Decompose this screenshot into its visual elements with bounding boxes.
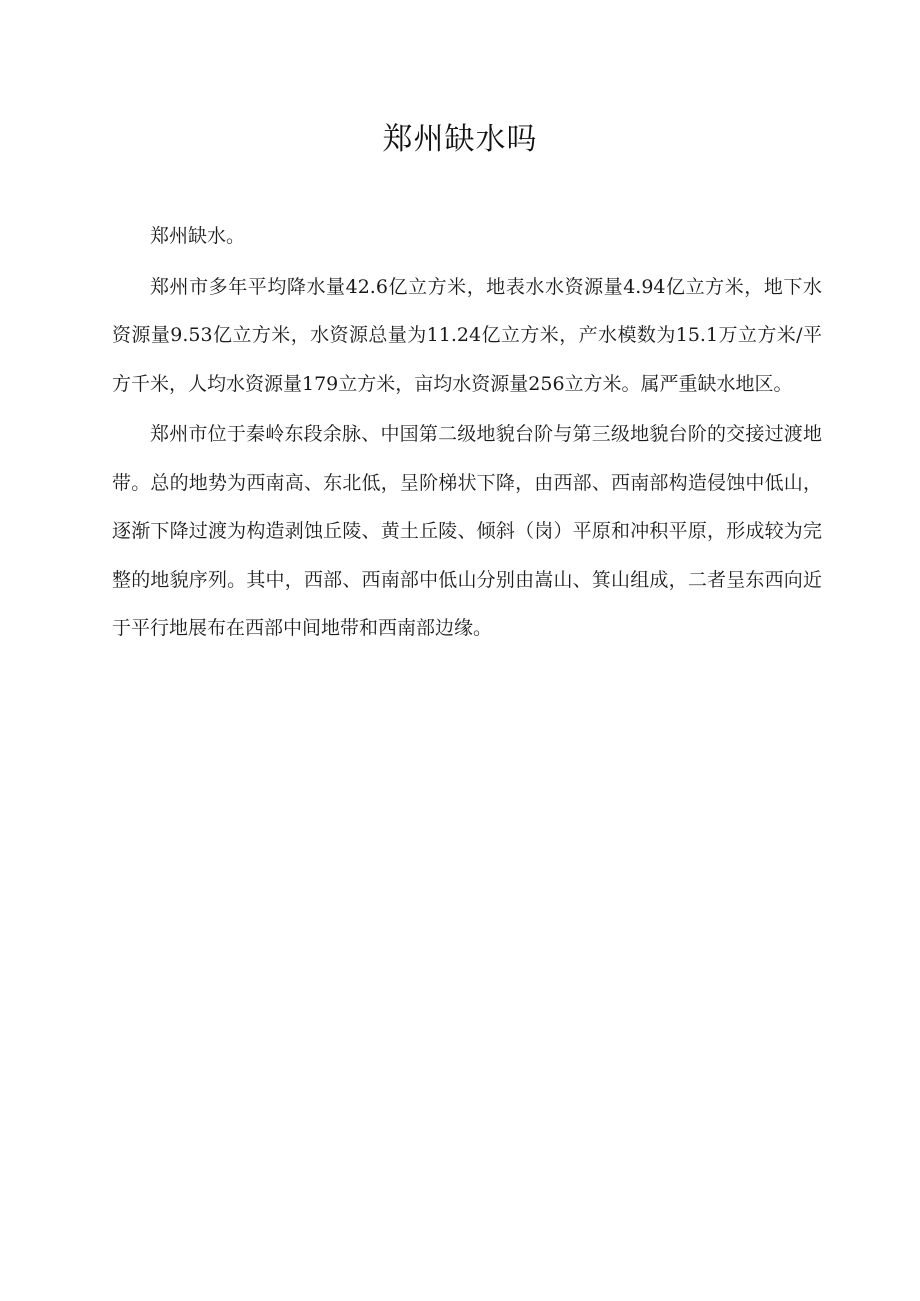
paragraph-terrain: 郑州市位于秦岭东段余脉、中国第二级地貌台阶与第三级地貌台阶的交接过渡地带。总的地势为西南高、东北低，呈阶梯状下降，由西部、西南部构造侵蚀中低山，逐渐下降过渡为构造剥蚀丘陵、黄土丘陵、倾斜（岗）平原和冲积平原，形成较为完整的地貌序列。其中，西部、西南部中低山分别由嵩山、箕山组成，二者呈东西向近于平行地展布在西部中间地带和西南部边缘。 [112,423,822,639]
document-body [112,212,822,655]
paragraph-water-resources: 郑州市多年平均降水量42.6亿立方米，地表水水资源量4.94亿立方米，地下水资源量9.53亿立方米，水资源总量为11.24亿立方米，产水模数为15.1万立方米/平方千米，人均水资源量179立方米，亩均水资源量256立方米。属严重缺水地区。 [112,275,822,395]
paragraph-intro: 郑州缺水。 [150,225,246,247]
document-title: 郑州缺水吗 [382,122,538,157]
